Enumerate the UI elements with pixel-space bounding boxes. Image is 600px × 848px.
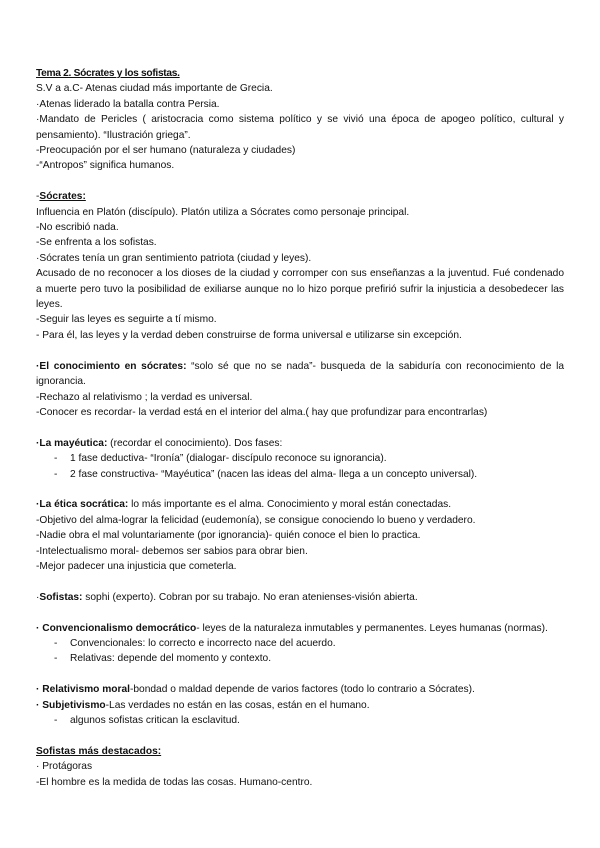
socrates-line: -Seguir las leyes es seguirte a tí mismo. bbox=[36, 314, 217, 326]
etica-heading: ·La ética socrática: bbox=[36, 499, 129, 511]
subjetivismo-item-text: algunos sofistas critican la esclavitud. bbox=[70, 714, 240, 726]
spacer bbox=[36, 574, 564, 589]
relativismo-paragraph bbox=[36, 682, 564, 697]
mayeutica-item bbox=[36, 467, 564, 482]
etica-line: -Objetivo del alma-lograr la felicidad (eudemonía), se consigue conociendo lo bueno y verdadero. bbox=[36, 514, 476, 526]
etica-line: -Nadie obra el mal voluntariamente (por ignorancia)- quién conoce el bien lo practica. bbox=[36, 530, 421, 542]
relativismo-heading: · Relativismo moral bbox=[36, 684, 130, 696]
mayeutica-item bbox=[36, 451, 564, 466]
sofistas-paragraph bbox=[36, 590, 564, 605]
convencionalismo-paragraph bbox=[36, 621, 564, 636]
etica-text: lo más importante es el alma. Conocimiento y moral están conectadas. bbox=[128, 499, 452, 511]
socrates-line: -No escribió nada. bbox=[36, 222, 119, 234]
intro-line: -“Antropos” significa humanos. bbox=[36, 160, 175, 172]
dash-bullet: - bbox=[54, 453, 58, 465]
subjetivismo-text: -Las verdades no están en las cosas, están en el humano. bbox=[105, 699, 370, 711]
socrates-paragraph: Acusado de no reconocer a los dioses de la ciudad y corromper con sus enseñanzas a la juventud. Fué condenado a muerte pero tuvo la posibilidad de exiliarse aunque no lo hizo porque prefirió sufrir la injusticia a desobedecer las leyes. bbox=[36, 268, 564, 311]
etica-line: -Intelectualismo moral- debemos ser sabios para obrar bien. bbox=[36, 545, 308, 557]
convencionalismo-item bbox=[36, 651, 564, 666]
relativismo-text: -bondad o maldad depende de varios factores (todo lo contrario a Sócrates). bbox=[129, 684, 475, 696]
subjetivismo-item bbox=[36, 713, 564, 728]
sofistas-text: sophi (experto). Cobran por su trabajo. No eran atenienses-visión abierta. bbox=[82, 591, 418, 603]
destacados-heading: Sofistas más destacados: bbox=[36, 745, 162, 757]
intro-paragraph: ·Mandato de Pericles ( aristocracia como sistema político y se vivió una época de apogeo político, cultural y pensamiento). “Ilustración griega”. bbox=[36, 114, 564, 141]
convencionalismo-text: - leyes de la naturaleza inmutables y permanentes. Leyes humanas (normas). bbox=[196, 622, 548, 634]
socrates-heading bbox=[36, 189, 564, 204]
spacer bbox=[36, 343, 564, 358]
convencionalismo-item-text: Convencionales: lo correcto e incorrecto nace del acuerdo. bbox=[70, 637, 336, 649]
spacer bbox=[36, 420, 564, 435]
conocimiento-text: “solo sé que no se nada”- busqueda de la sabiduría con reconocimiento de la ignorancia. bbox=[36, 360, 564, 388]
conocimiento-paragraph bbox=[36, 359, 564, 390]
intro-line: -Preocupación por el ser humano (naturaleza y ciudades) bbox=[36, 145, 296, 157]
dash-bullet: - bbox=[54, 653, 58, 665]
socrates-line: -Se enfrenta a los sofistas. bbox=[36, 237, 157, 249]
spacer bbox=[36, 667, 564, 682]
convencionalismo-heading: · Convencionalismo democrático bbox=[36, 622, 197, 634]
intro-line: S.V a a.C- Atenas ciudad más importante de Grecia. bbox=[36, 83, 273, 95]
socrates-line: - Para él, las leyes y la verdad deben construirse de forma universal e utilizarse sin excepción. bbox=[36, 329, 462, 341]
subjetivismo-paragraph bbox=[36, 698, 564, 713]
socrates-line: Influencia en Platón (discípulo). Platón utiliza a Sócrates como personaje principal. bbox=[36, 206, 410, 218]
socrates-heading-text: Sócrates: bbox=[39, 191, 86, 203]
bullet: - bbox=[36, 191, 40, 203]
etica-paragraph bbox=[36, 497, 564, 512]
dash-bullet: - bbox=[54, 468, 58, 480]
dash-bullet: - bbox=[54, 637, 58, 649]
socrates-line: ·Sócrates tenía un gran sentimiento patriota (ciudad y leyes). bbox=[36, 252, 312, 264]
conocimiento-line: -Conocer es recordar- la verdad está en el interior del alma.( hay que profundizar para encontrarlas) bbox=[36, 406, 488, 418]
document-title: Tema 2. Sócrates y los sofistas. bbox=[36, 68, 180, 79]
destacados-line: · Protágoras bbox=[36, 761, 93, 773]
document-page bbox=[36, 66, 564, 790]
mayeutica-item-text: 2 fase constructiva- “Mayéutica” (nacen las ideas del alma- llega a un concepto universal). bbox=[70, 468, 478, 480]
conocimiento-line: -Rechazo al relativismo ; la verdad es universal. bbox=[36, 391, 253, 403]
destacados-line: -El hombre es la medida de todas las cosas. Humano-centro. bbox=[36, 776, 313, 788]
mayeutica-paragraph bbox=[36, 436, 564, 451]
spacer bbox=[36, 482, 564, 497]
dash-bullet: - bbox=[54, 714, 58, 726]
etica-line: -Mejor padecer una injusticia que cometerla. bbox=[36, 560, 237, 572]
spacer bbox=[36, 605, 564, 620]
convencionalismo-item bbox=[36, 636, 564, 651]
sofistas-heading: Sofistas: bbox=[39, 591, 83, 603]
spacer bbox=[36, 728, 564, 743]
mayeutica-text: (recordar el conocimiento). Dos fases: bbox=[107, 437, 283, 449]
subjetivismo-heading: · Subjetivismo bbox=[36, 699, 106, 711]
mayeutica-heading: ·La mayéutica: bbox=[36, 437, 108, 449]
intro-line: ·Atenas liderado la batalla contra Persia. bbox=[36, 98, 220, 110]
conocimiento-heading: ·El conocimiento en sócrates: bbox=[36, 360, 187, 372]
spacer bbox=[36, 174, 564, 189]
convencionalismo-item-text: Relativas: depende del momento y contexto. bbox=[70, 653, 272, 665]
bullet: · bbox=[36, 591, 40, 603]
mayeutica-item-text: 1 fase deductiva- “Ironía” (dialogar- discípulo reconoce su ignorancia). bbox=[70, 453, 387, 465]
